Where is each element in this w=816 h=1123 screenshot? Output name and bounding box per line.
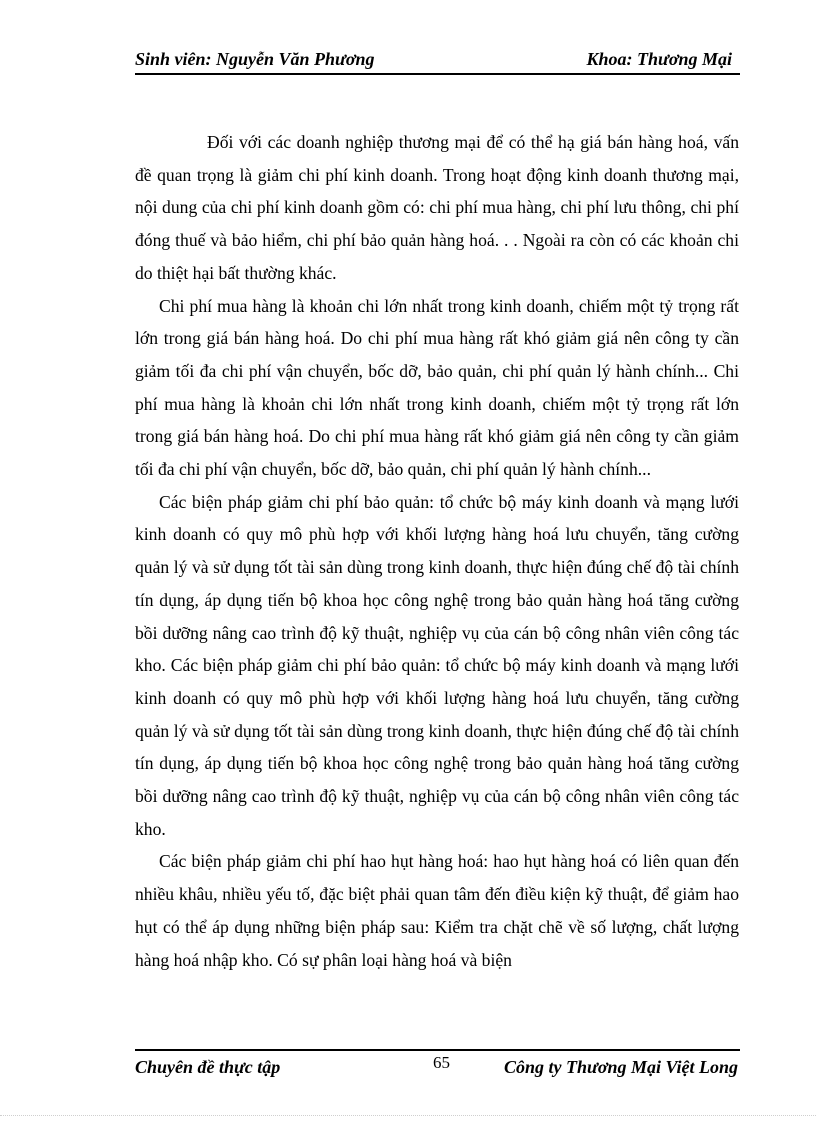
page-footer bbox=[135, 1049, 740, 1081]
paragraph-intro: Đối với các doanh nghiệp thương mại để có thể hạ giá bán hàng hoá, vấn đề quan trọng là giảm chi phí kinh doanh. Trong hoạt động kinh doanh thương mại, nội dung của chi phí kinh doanh gồm có: chi phí mua hàng, chi phí lưu thông, chi phí đóng thuế và bảo hiểm, chi phí bảo quản hàng hoá. . . Ngoài ra còn có các khoản chi do thiệt hại bất thường khác. bbox=[135, 132, 739, 283]
paragraph-loss-cost: Các biện pháp giảm chi phí hao hụt hàng hoá: hao hụt hàng hoá có liên quan đến nhiều khâu, nhiều yếu tố, đặc biệt phải quan tâm đến điều kiện kỹ thuật, để giảm hao hụt có thể áp dụng những biện pháp sau: Kiểm tra chặt chẽ về số lượng, chất lượng hàng hoá nhập kho. Có sự phân loại hàng hoá và biện bbox=[135, 851, 739, 970]
page-bottom-divider bbox=[0, 1115, 816, 1116]
header-student-name: Sinh viên: Nguyễn Văn Phương bbox=[135, 49, 375, 69]
document-body bbox=[135, 126, 739, 976]
footer-document-type: Chuyên đề thực tập bbox=[135, 1057, 281, 1077]
footer-company-name: Công ty Thương Mại Việt Long bbox=[504, 1057, 738, 1077]
paragraph-purchase-cost: Chi phí mua hàng là khoản chi lớn nhất trong kinh doanh, chiếm một tỷ trọng rất lớn trong giá bán hàng hoá. Do chi phí mua hàng rất khó giảm giá nên công ty cần giảm tối đa chi phí vận chuyển, bốc dỡ, bảo quản, chi phí quản lý hành chính... Chi phí mua hàng là khoản chi lớn nhất trong kinh doanh, chiếm một tỷ trọng rất lớn trong giá bán hàng hoá. Do chi phí mua hàng rất khó giảm giá nên công ty cần giảm tối đa chi phí vận chuyển, bốc dỡ, bảo quản, chi phí quản lý hành chính... bbox=[135, 295, 739, 480]
page-header bbox=[135, 47, 740, 75]
paragraph-storage-cost: Các biện pháp giảm chi phí bảo quản: tổ chức bộ máy kinh doanh và mạng lưới kinh doanh có quy mô phù hợp với khối lượng hàng hoá lưu chuyển, tăng cường quản lý và sử dụng tốt tài sản dùng trong kinh doanh, thực hiện đúng chế độ tài chính tín dụng, áp dụng tiến bộ khoa học công nghệ trong bảo quản hàng hoá tăng cường bồi dưỡng nâng cao trình độ kỹ thuật, nghiệp vụ của cán bộ công nhân viên công tác kho. Các biện pháp giảm chi phí bảo quản: tổ chức bộ máy kinh doanh và mạng lưới kinh doanh có quy mô phù hợp với khối lượng hàng hoá lưu chuyển, tăng cường quản lý và sử dụng tốt tài sản dùng trong kinh doanh, thực hiện đúng chế độ tài chính tín dụng, áp dụng tiến bộ khoa học công nghệ trong bảo quản hàng hoá tăng cường bồi dưỡng nâng cao trình độ kỹ thuật, nghiệp vụ của cán bộ công nhân viên công tác kho. bbox=[135, 491, 739, 839]
page-number: 65 bbox=[433, 1053, 450, 1072]
header-faculty: Khoa: Thương Mại bbox=[586, 49, 732, 69]
